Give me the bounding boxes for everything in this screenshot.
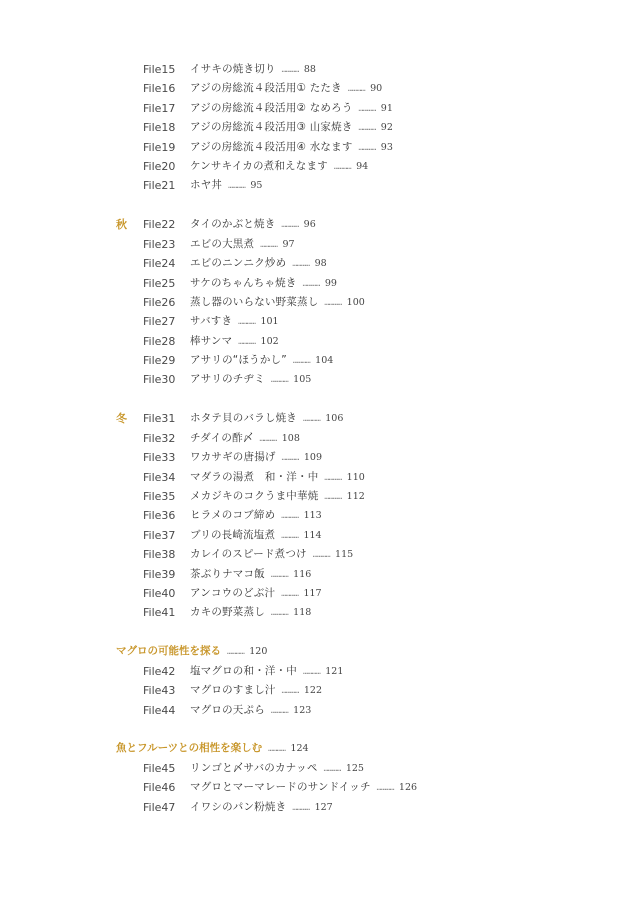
group-spacer	[0, 390, 640, 410]
file-number: File15	[143, 63, 176, 76]
entry-title: マグロとマーマレードのサンドイッチ	[190, 781, 371, 794]
toc-entry[interactable]	[0, 370, 640, 389]
entry-title: エビのニンニク炒め	[190, 257, 287, 270]
toc-entry[interactable]	[0, 235, 640, 254]
toc-entry[interactable]	[0, 274, 640, 293]
entry-title: タイのかぶと焼き	[190, 218, 276, 231]
entry-title: アジの房総流４段活用① たたき	[190, 82, 342, 95]
toc-entry[interactable]	[0, 138, 640, 157]
entry-title: 棒サンマ	[190, 334, 233, 347]
entry-title: チダイの酢〆	[190, 431, 254, 444]
toc-entry[interactable]	[0, 157, 640, 176]
page-number: 100	[346, 296, 365, 308]
file-number: File22	[143, 218, 176, 232]
toc-entry[interactable]	[0, 487, 640, 506]
leader-dots: …………	[333, 161, 352, 171]
page-number: 126	[398, 782, 418, 794]
toc-section-fruit	[0, 739, 640, 817]
toc-entry[interactable]	[0, 526, 640, 545]
leader-dots: …………	[270, 705, 289, 715]
group-spacer	[0, 720, 640, 740]
page-number: 118	[293, 607, 312, 619]
leader-dots: …………	[324, 472, 342, 482]
entry-title: 茶ぶりナマコ飯	[190, 567, 265, 580]
file-number: File24	[143, 257, 176, 271]
toc-entry[interactable]	[0, 215, 640, 234]
leader-dots: …………	[260, 239, 278, 249]
toc-entry[interactable]	[0, 584, 640, 603]
page-number: 104	[315, 355, 334, 367]
entry-title: ケンサキイカの煮和えなます	[190, 159, 328, 172]
entry-title: アジの房総流４段活用④ 水なます	[190, 140, 353, 153]
leader-dots: …………	[270, 375, 289, 385]
leader-dots: …………	[259, 433, 277, 443]
leader-dots: …………	[358, 142, 376, 152]
toc-entry[interactable]	[0, 79, 640, 98]
toc-entry[interactable]	[0, 254, 640, 273]
toc-group-autumn	[0, 215, 640, 390]
entry-title: アンコウのどぶ汁	[190, 586, 276, 599]
file-number: File32	[143, 431, 176, 445]
page-number: 114	[303, 529, 322, 541]
page-number: 120	[249, 646, 268, 658]
toc-entry[interactable]	[0, 701, 640, 720]
page-number: 127	[314, 801, 333, 813]
file-number: File16	[143, 82, 176, 96]
entry-title: ブリの長崎流塩煮	[190, 528, 276, 541]
page-number: 124	[290, 743, 309, 755]
entry-title: マグロの天ぷら	[190, 703, 265, 716]
toc-entry[interactable]	[0, 429, 640, 448]
toc-entry[interactable]	[0, 118, 640, 137]
leader-dots: …………	[270, 569, 289, 579]
season-label-winter: 冬	[116, 412, 127, 426]
entry-title: マグロのすまし汁	[190, 684, 276, 697]
entry-title: ホヤ丼	[190, 179, 223, 192]
leader-dots: …………	[281, 220, 299, 230]
toc-entry[interactable]	[0, 448, 640, 467]
page-number: 106	[325, 413, 344, 425]
toc-group-summer	[0, 60, 640, 196]
file-number: File46	[143, 781, 176, 795]
page-number: 105	[293, 374, 312, 386]
file-number: File17	[143, 101, 176, 115]
section-heading[interactable]	[0, 739, 640, 758]
toc-entry[interactable]	[0, 778, 640, 797]
leader-dots: …………	[323, 763, 341, 773]
file-number: File33	[143, 451, 176, 465]
file-number: File30	[143, 373, 176, 387]
entry-title: イワシのパン粉焼き	[190, 800, 287, 813]
group-spacer	[0, 196, 640, 216]
file-number: File34	[143, 470, 176, 484]
page-number: 102	[260, 335, 279, 347]
toc-group-winter	[0, 409, 640, 622]
entry-title: マダラの湯煮 和・洋・中	[190, 470, 319, 483]
entry-title: リンゴと〆サバのカナッペ	[190, 761, 318, 774]
toc-entry[interactable]	[0, 681, 640, 700]
leader-dots: …………	[281, 588, 299, 598]
leader-dots: …………	[292, 356, 311, 366]
entry-title: サケのちゃんちゃ焼き	[190, 276, 297, 289]
toc-entry[interactable]	[0, 662, 640, 681]
page-number: 101	[260, 316, 279, 328]
toc-entry[interactable]	[0, 603, 640, 622]
page-number: 117	[303, 587, 322, 599]
entry-title: アジの房総流４段活用② なめろう	[190, 101, 353, 114]
season-label-autumn: 秋	[116, 218, 127, 232]
leader-dots: …………	[303, 666, 321, 676]
file-number: File35	[143, 490, 176, 503]
toc-entry[interactable]	[0, 99, 640, 118]
toc-entry[interactable]	[0, 468, 640, 487]
leader-dots: …………	[238, 336, 256, 346]
toc-entry[interactable]	[0, 565, 640, 584]
leader-dots: …………	[358, 123, 376, 133]
group-spacer	[0, 623, 640, 643]
entry-title: メカジキのコクうま中華焼	[190, 490, 319, 502]
entry-title: アサリのチヂミ	[190, 373, 265, 386]
toc-entry[interactable]	[0, 506, 640, 525]
leader-dots: …………	[281, 65, 299, 74]
page-number: 95	[250, 180, 263, 192]
page-number: 115	[335, 549, 354, 561]
page-number: 90	[370, 83, 383, 95]
file-number: File29	[143, 354, 176, 368]
page-number: 125	[345, 762, 364, 774]
toc-entry[interactable]	[0, 759, 640, 778]
toc-entry[interactable]	[0, 798, 640, 817]
leader-dots: …………	[302, 278, 320, 288]
file-number: File21	[143, 179, 176, 193]
toc-entry[interactable]	[0, 409, 640, 428]
toc-entry[interactable]	[0, 351, 640, 370]
file-number: File37	[143, 528, 176, 542]
entry-title: ホタテ貝のバラし焼き	[190, 412, 297, 425]
file-number: File27	[143, 315, 176, 329]
leader-dots: …………	[227, 647, 245, 657]
entry-title: カキの野菜蒸し	[190, 606, 265, 619]
page-number: 109	[303, 452, 323, 464]
file-number: File38	[143, 548, 176, 562]
leader-dots: …………	[228, 181, 246, 191]
file-number: File40	[143, 586, 176, 600]
file-number: File47	[143, 800, 176, 814]
page-number: 94	[356, 160, 369, 172]
file-number: File26	[143, 295, 176, 309]
entry-title: アジの房総流４段活用③ 山家焼き	[190, 121, 353, 134]
file-number: File41	[143, 606, 176, 620]
entry-title: エビの大黒煮	[190, 237, 255, 250]
file-number: File42	[143, 664, 176, 678]
file-number: File39	[143, 567, 176, 581]
leader-dots: …………	[281, 511, 299, 521]
leader-dots: …………	[292, 802, 310, 812]
page-number: 99	[324, 277, 337, 289]
page-number: 116	[293, 568, 312, 580]
table-of-contents	[0, 60, 640, 817]
entry-title: サバすき	[190, 315, 233, 328]
page-number: 110	[346, 471, 365, 483]
page-number: 113	[303, 510, 322, 522]
file-number: File31	[143, 412, 176, 426]
toc-entry[interactable]	[0, 332, 640, 351]
entry-title: ヒラメのコブ締め	[190, 509, 276, 522]
file-number: File44	[143, 703, 176, 717]
leader-dots: …………	[281, 686, 299, 696]
page-number: 93	[380, 141, 393, 153]
file-number: File36	[143, 509, 176, 523]
section-heading[interactable]	[0, 642, 640, 661]
page-number: 108	[281, 432, 300, 444]
page-number: 88	[303, 64, 316, 75]
leader-dots: …………	[347, 84, 366, 94]
file-number: File18	[143, 121, 176, 135]
file-number: File23	[143, 237, 176, 251]
leader-dots: …………	[303, 414, 321, 424]
leader-dots: …………	[324, 492, 342, 501]
leader-dots: …………	[292, 259, 310, 269]
page-number: 91	[380, 102, 393, 114]
page-number: 92	[380, 122, 393, 134]
file-number: File28	[143, 334, 176, 348]
file-number: File43	[143, 684, 176, 698]
toc-entry[interactable]	[0, 176, 640, 195]
page-number: 112	[346, 491, 365, 502]
entry-title: 塩マグロの和・洋・中	[190, 664, 297, 677]
leader-dots: …………	[281, 530, 299, 540]
leader-dots: …………	[270, 608, 289, 618]
toc-entry[interactable]	[0, 60, 640, 79]
entry-title: 蒸し器のいらない野菜蒸し	[190, 295, 319, 308]
toc-entry[interactable]	[0, 545, 640, 564]
leader-dots: …………	[358, 103, 376, 113]
page-number: 98	[314, 258, 327, 270]
toc-entry[interactable]	[0, 312, 640, 331]
toc-entry[interactable]	[0, 293, 640, 312]
toc-section-tuna	[0, 642, 640, 720]
leader-dots: …………	[324, 297, 342, 307]
section-title: 魚とフルーツとの相性を楽しむ	[116, 742, 263, 755]
leader-dots: …………	[281, 453, 299, 463]
page-number: 96	[303, 219, 316, 231]
file-number: File20	[143, 159, 176, 173]
page-number: 121	[325, 665, 344, 677]
file-number: File25	[143, 276, 176, 290]
entry-title: カレイのスピード煮つけ	[190, 548, 307, 561]
section-title: マグロの可能性を探る	[116, 645, 221, 658]
leader-dots: …………	[238, 317, 256, 327]
file-number: File45	[143, 761, 176, 775]
file-number: File19	[143, 140, 176, 154]
entry-title: アサリの“ほうかし”	[190, 354, 287, 367]
page-number: 122	[303, 685, 323, 697]
leader-dots: …………	[376, 783, 394, 793]
leader-dots: …………	[268, 744, 286, 754]
leader-dots: …………	[312, 550, 331, 560]
page-number: 97	[282, 238, 295, 250]
entry-title: ワカサギの唐揚げ	[190, 451, 276, 464]
page-number: 123	[293, 704, 312, 716]
entry-title: イサキの焼き切り	[190, 63, 276, 75]
